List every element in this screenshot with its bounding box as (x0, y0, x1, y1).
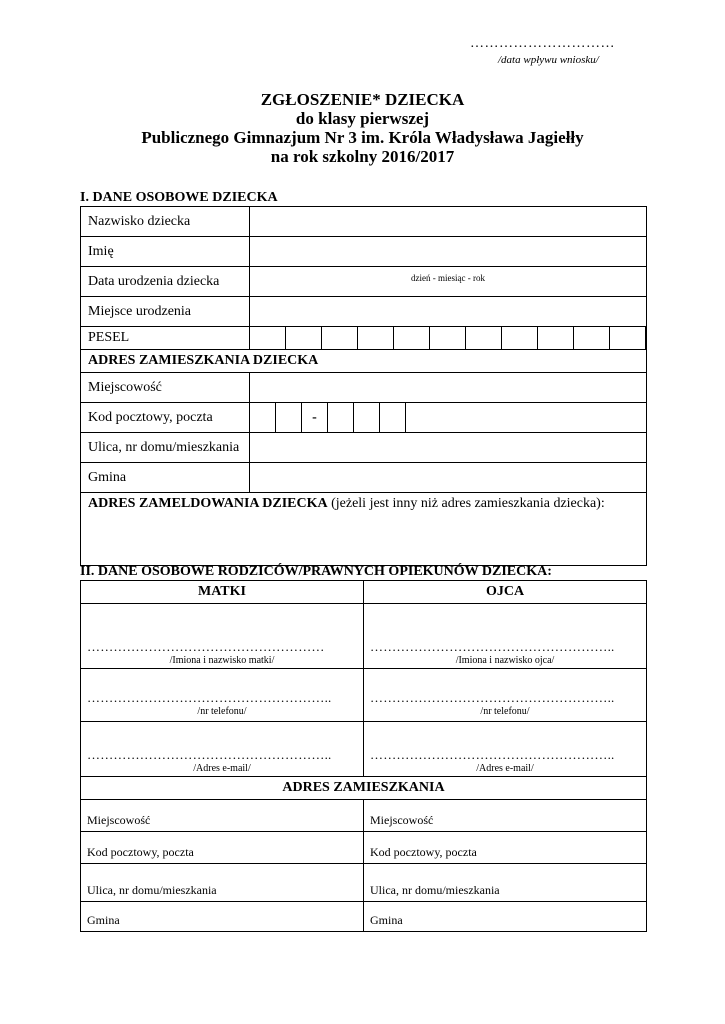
father-street-field[interactable] (364, 864, 647, 902)
mother-postcode-field[interactable] (81, 832, 364, 864)
title-line-1: ZGŁOSZENIE* DZIECKA (260, 90, 465, 109)
child-address-header: ADRES ZAMIESZKANIA DZIECKA (81, 350, 647, 373)
postcode-digit-box[interactable] (276, 403, 302, 432)
father-city-field[interactable] (364, 800, 647, 832)
street-label: Ulica, nr domu/mieszkania (81, 433, 250, 463)
title-line-3: Publicznego Gimnazjum Nr 3 im. Króla Władysława Jagiełły (141, 128, 584, 147)
mother-name-dots: ……………………………………………… (87, 639, 325, 654)
mother-column-header: MATKI (81, 581, 364, 604)
form-title (0, 90, 725, 166)
pesel-digit-box[interactable] (502, 327, 538, 349)
pesel-digit-box[interactable] (394, 327, 430, 349)
father-city-label: Miejscowość (370, 813, 434, 827)
name-label: Imię (81, 237, 250, 267)
registration-address-field[interactable] (81, 493, 647, 566)
registration-address-note: (jeżeli jest inny niż adres zamieszkania dziecka): (327, 496, 605, 511)
pesel-digit-box[interactable] (358, 327, 394, 349)
pesel-digit-box[interactable] (574, 327, 610, 349)
father-email-dots: ……………………………………………….. (370, 747, 615, 762)
city-field[interactable] (250, 373, 647, 403)
mother-commune-label: Gmina (87, 913, 120, 927)
father-postcode-field[interactable] (364, 832, 647, 864)
mother-email-label: /Adres e-mail/ (193, 763, 251, 774)
father-commune-label: Gmina (370, 913, 403, 927)
birthplace-field[interactable] (250, 297, 647, 327)
father-phone-dots: ……………………………………………….. (370, 690, 615, 705)
mother-phone-label: /nr telefonu/ (197, 706, 247, 717)
father-postcode-label: Kod pocztowy, poczta (370, 845, 477, 859)
mother-commune-field[interactable] (81, 902, 364, 932)
birthplace-label: Miejsce urodzenia (81, 297, 250, 327)
father-street-label: Ulica, nr domu/mieszkania (370, 883, 500, 897)
postcode-digit-box[interactable] (380, 403, 406, 432)
postcode-dash: - (302, 403, 328, 432)
mother-name-label: /Imiona i nazwisko matki/ (169, 655, 275, 666)
mother-city-label: Miejscowość (87, 813, 151, 827)
mother-name-field[interactable] (81, 604, 364, 669)
title-line-2: do klasy pierwszej (295, 109, 430, 128)
mother-phone-dots: ……………………………………………….. (87, 690, 332, 705)
mother-email-dots: ……………………………………………….. (87, 747, 332, 762)
pesel-digit-box[interactable] (286, 327, 322, 349)
mother-city-field[interactable] (81, 800, 364, 832)
pesel-digit-box[interactable] (466, 327, 502, 349)
postcode-field[interactable] (250, 403, 647, 433)
postcode-digit-box[interactable] (250, 403, 276, 432)
father-column-header: OJCA (364, 581, 647, 604)
pesel-label: PESEL (81, 327, 250, 350)
father-phone-field[interactable] (364, 669, 647, 722)
parents-table (80, 580, 647, 932)
pesel-digit-box[interactable] (322, 327, 358, 349)
father-email-label: /Adres e-mail/ (476, 763, 534, 774)
mother-street-field[interactable] (81, 864, 364, 902)
parents-address-header: ADRES ZAMIESZKANIA (81, 777, 647, 800)
father-name-field[interactable] (364, 604, 647, 669)
pesel-digit-box[interactable] (538, 327, 574, 349)
mother-phone-field[interactable] (81, 669, 364, 722)
commune-label: Gmina (81, 463, 250, 493)
pesel-digit-box[interactable] (430, 327, 466, 349)
name-field[interactable] (250, 237, 647, 267)
city-label: Miejscowość (81, 373, 250, 403)
mother-street-label: Ulica, nr domu/mieszkania (87, 883, 217, 897)
commune-field[interactable] (250, 463, 647, 493)
father-commune-field[interactable] (364, 902, 647, 932)
postcode-digit-box[interactable] (328, 403, 354, 432)
postcode-digit-box[interactable] (354, 403, 380, 432)
street-field[interactable] (250, 433, 647, 463)
child-data-table (80, 206, 647, 566)
intake-date-label: /data wpływu wniosku/ (498, 54, 599, 66)
dob-hint: dzień - miesiąc - rok (411, 272, 485, 283)
title-line-4: na rok szkolny 2016/2017 (270, 147, 455, 166)
surname-field[interactable] (250, 207, 647, 237)
mother-email-field[interactable] (81, 722, 364, 777)
dob-field[interactable] (250, 267, 647, 297)
father-name-label: /Imiona i nazwisko ojca/ (455, 655, 555, 666)
father-name-dots: ……………………………………………….. (370, 639, 615, 654)
intake-date-dots: ………………………… (470, 36, 615, 51)
pesel-digit-box[interactable] (610, 327, 646, 349)
registration-address-header: ADRES ZAMELDOWANIA DZIECKA (88, 496, 328, 511)
mother-postcode-label: Kod pocztowy, poczta (87, 845, 194, 859)
father-email-field[interactable] (364, 722, 647, 777)
postcode-label: Kod pocztowy, poczta (81, 403, 250, 433)
section-2-title: II. DANE OSOBOWE RODZICÓW/PRAWNYCH OPIEKUNÓW DZIECKA: (80, 564, 552, 579)
section-1-title: I. DANE OSOBOWE DZIECKA (80, 190, 278, 205)
pesel-field[interactable] (250, 327, 647, 350)
father-phone-label: /nr telefonu/ (480, 706, 530, 717)
surname-label: Nazwisko dziecka (81, 207, 250, 237)
pesel-digit-box[interactable] (250, 327, 286, 349)
dob-label: Data urodzenia dziecka (81, 267, 250, 297)
